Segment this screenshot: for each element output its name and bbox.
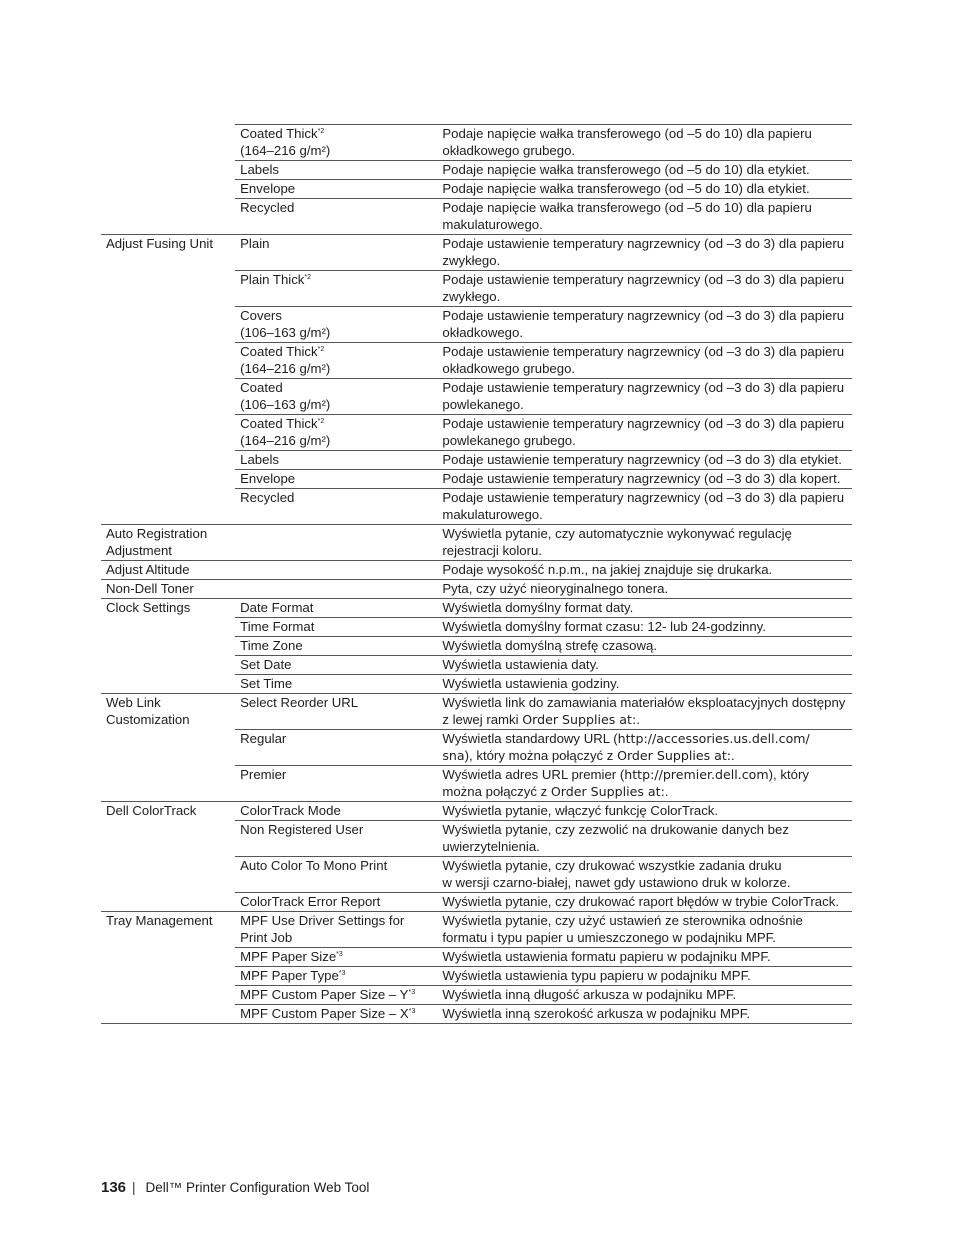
table-row (101, 766, 852, 802)
setting-cell (235, 675, 437, 694)
group-cell (101, 912, 235, 948)
table-row (101, 470, 852, 489)
table-row (101, 161, 852, 180)
footnote-marker: *3 (338, 970, 346, 977)
table-row (101, 343, 852, 379)
group-cell (101, 180, 235, 199)
group-label: Non-Dell Toner (106, 581, 194, 596)
table-row (101, 675, 852, 694)
description-text: Podaje ustawienie temperatury nagrzewnicy (od –3 do 3) dla papieru okładkowego grubego. (442, 344, 845, 376)
setting-weight-range: (164–216 g/m²) (240, 143, 331, 158)
group-cell (101, 893, 235, 912)
description-text: Wyświetla ustawienia godziny. (442, 676, 620, 691)
group-label: Adjust Altitude (106, 562, 190, 577)
setting-cell (235, 1005, 437, 1024)
table-row (101, 1005, 852, 1024)
table-row (101, 125, 852, 161)
setting-cell (235, 730, 437, 766)
description-text: Podaje ustawienie temperatury nagrzewnicy (od –3 do 3) dla etykiet. (442, 452, 842, 467)
setting-label: Regular (240, 731, 287, 746)
setting-label: MPF Custom Paper Size – Y (240, 987, 409, 1002)
description-cell (437, 161, 852, 180)
description-text: Podaje napięcie wałka transferowego (od –5 do 10) dla etykiet. (442, 162, 810, 177)
description-cell (437, 857, 852, 893)
setting-label: Time Zone (240, 638, 303, 653)
description-cell (437, 730, 852, 766)
description-cell (437, 451, 852, 470)
table-row (101, 599, 852, 618)
group-cell (101, 986, 235, 1005)
page-footer (101, 1179, 369, 1197)
setting-cell (235, 967, 437, 986)
group-cell (101, 451, 235, 470)
group-cell (101, 307, 235, 343)
group-label: Tray Management (106, 913, 213, 928)
setting-label: ColorTrack Mode (240, 803, 341, 818)
setting-cell (235, 857, 437, 893)
description-cell (437, 893, 852, 912)
description-text: ), który można połączyć z (464, 748, 618, 763)
setting-cell (235, 656, 437, 675)
setting-label: Coated Thick (240, 416, 318, 431)
group-cell (101, 271, 235, 307)
description-text: Wyświetla inną długość arkusza w podajniku MPF. (442, 987, 737, 1002)
group-cell (101, 618, 235, 637)
description-cell (437, 307, 852, 343)
group-cell (101, 766, 235, 802)
group-label: Adjust Fusing Unit (106, 236, 214, 251)
settings-table (101, 124, 852, 1024)
description-text: Podaje napięcie wałka transferowego (od –5 do 10) dla papieru okładkowego grubego. (442, 126, 812, 158)
setting-cell (235, 893, 437, 912)
footer-separator: | (132, 1180, 136, 1195)
description-cell (437, 489, 852, 525)
description-cell (437, 599, 852, 618)
setting-label: Set Time (240, 676, 293, 691)
setting-cell (235, 343, 437, 379)
group-cell (101, 343, 235, 379)
footnote-marker: *2 (304, 274, 312, 281)
table-row (101, 857, 852, 893)
description-cell (437, 1005, 852, 1024)
group-cell (101, 525, 235, 561)
group-cell (101, 730, 235, 766)
group-cell (101, 125, 235, 161)
setting-cell (235, 125, 437, 161)
description-emphasis: Order Supplies at: (522, 712, 637, 727)
description-cell (437, 821, 852, 857)
footnote-marker: *3 (408, 989, 416, 996)
description-text: Wyświetla domyślny format czasu: 12- lub 24-godzinny. (442, 619, 766, 634)
description-cell (437, 343, 852, 379)
description-cell (437, 637, 852, 656)
group-cell (101, 821, 235, 857)
group-cell (101, 379, 235, 415)
table-row (101, 199, 852, 235)
setting-label: Coated (240, 380, 283, 395)
description-cell (437, 694, 852, 730)
description-text: Wyświetla ustawienia typu papieru w podajniku MPF. (442, 968, 751, 983)
description-cell (437, 948, 852, 967)
description-text: Podaje ustawienie temperatury nagrzewnicy (od –3 do 3) dla kopert. (442, 471, 841, 486)
setting-cell (235, 561, 437, 580)
description-text: Wyświetla pytanie, czy automatycznie wykonywać regulację rejestracji koloru. (442, 526, 792, 558)
description-text: Wyświetla pytanie, czy zezwolić na drukowanie danych bez uwierzytelnienia. (442, 822, 789, 854)
description-emphasis: http://premier.dell.com (624, 767, 769, 782)
description-text: Wyświetla ustawienia formatu papieru w podajniku MPF. (442, 949, 771, 964)
table-row (101, 637, 852, 656)
setting-cell (235, 415, 437, 451)
group-cell (101, 675, 235, 694)
setting-cell (235, 235, 437, 271)
group-label: Clock Settings (106, 600, 191, 615)
table-row (101, 893, 852, 912)
group-cell (101, 857, 235, 893)
group-label: Auto Registration Adjustment (106, 526, 208, 558)
setting-weight-range: (164–216 g/m²) (240, 433, 331, 448)
setting-label: Labels (240, 162, 280, 177)
table-row (101, 694, 852, 730)
setting-cell (235, 599, 437, 618)
table-row (101, 561, 852, 580)
setting-label: Plain (240, 236, 270, 251)
description-text: Podaje wysokość n.p.m., na jakiej znajduje się drukarka. (442, 562, 773, 577)
description-text: Wyświetla standardowy URL ( (442, 731, 618, 746)
description-text: Wyświetla pytanie, czy drukować raport błędów w trybie ColorTrack. (442, 894, 839, 909)
description-text: . (636, 712, 640, 727)
group-cell (101, 637, 235, 656)
group-cell (101, 1005, 235, 1024)
setting-cell (235, 912, 437, 948)
description-text: . (664, 784, 669, 799)
setting-weight-range: (106–163 g/m²) (240, 325, 331, 340)
footnote-marker: *2 (317, 128, 325, 135)
setting-cell (235, 986, 437, 1005)
description-text: Podaje napięcie wałka transferowego (od –5 do 10) dla etykiet. (442, 181, 810, 196)
description-cell (437, 618, 852, 637)
setting-label: Auto Color To Mono Print (240, 858, 388, 873)
description-text: Podaje napięcie wałka transferowego (od –5 do 10) dla papieru makulaturowego. (442, 200, 812, 232)
description-text: Wyświetla domyślny format daty. (442, 600, 634, 615)
setting-cell (235, 470, 437, 489)
table-row (101, 379, 852, 415)
table-row (101, 912, 852, 948)
setting-label: Recycled (240, 200, 295, 215)
table-row (101, 489, 852, 525)
description-text: Podaje ustawienie temperatury nagrzewnicy (od –3 do 3) dla papieru okładkowego. (442, 308, 845, 340)
page-number: 136 (101, 1179, 127, 1196)
description-cell (437, 967, 852, 986)
description-emphasis: Order Supplies at: (617, 748, 732, 763)
setting-cell (235, 618, 437, 637)
description-cell (437, 675, 852, 694)
description-text: Wyświetla pytanie, włączyć funkcję ColorTrack. (442, 803, 719, 818)
description-text: Wyświetla domyślną strefę czasową. (442, 638, 657, 653)
description-text: Wyświetla adres URL premier ( (442, 767, 625, 782)
description-cell (437, 561, 852, 580)
table-row (101, 415, 852, 451)
setting-label: Envelope (240, 181, 296, 196)
setting-label: MPF Use Driver Settings for Print Job (240, 913, 405, 945)
description-text: Wyświetla inną szerokość arkusza w podajniku MPF. (442, 1006, 751, 1021)
setting-label: ColorTrack Error Report (240, 894, 381, 909)
setting-cell (235, 379, 437, 415)
description-cell (437, 470, 852, 489)
description-cell (437, 656, 852, 675)
setting-cell (235, 580, 437, 599)
table-row (101, 730, 852, 766)
setting-cell (235, 307, 437, 343)
table-row (101, 235, 852, 271)
setting-cell (235, 637, 437, 656)
group-cell (101, 199, 235, 235)
group-cell (101, 580, 235, 599)
setting-label: Plain Thick (240, 272, 305, 287)
setting-cell (235, 199, 437, 235)
description-text: Podaje ustawienie temperatury nagrzewnicy (od –3 do 3) dla papieru zwykłego. (442, 272, 845, 304)
setting-label: Labels (240, 452, 280, 467)
footer-title: Dell™ Printer Configuration Web Tool (145, 1180, 370, 1195)
footnote-marker: *3 (408, 1008, 416, 1015)
table-row (101, 967, 852, 986)
description-cell (437, 235, 852, 271)
setting-weight-range: (164–216 g/m²) (240, 361, 331, 376)
description-text: Wyświetla link do zamawiania materiałów eksploatacyjnych dostępny z lewej ramki (442, 695, 846, 727)
description-cell (437, 379, 852, 415)
setting-label: Non Registered User (240, 822, 364, 837)
setting-label: MPF Custom Paper Size – X (240, 1006, 409, 1021)
setting-label: Coated Thick (240, 344, 318, 359)
description-cell (437, 912, 852, 948)
description-emphasis: Order Supplies at: (550, 784, 665, 799)
table-row (101, 986, 852, 1005)
description-text: ), który można połączyć z (442, 767, 809, 799)
setting-cell (235, 802, 437, 821)
setting-label: Recycled (240, 490, 295, 505)
setting-cell (235, 821, 437, 857)
settings-table-body (101, 125, 852, 1024)
setting-label: Coated Thick (240, 126, 318, 141)
description-text: Wyświetla pytanie, czy użyć ustawień ze sterownika odnośnie formatu i typu papier u umieszczonego w podajniku MPF. (442, 913, 803, 945)
description-text: Wyświetla ustawienia daty. (442, 657, 599, 672)
group-cell (101, 161, 235, 180)
table-row (101, 656, 852, 675)
footnote-marker: *2 (317, 418, 325, 425)
description-cell (437, 125, 852, 161)
description-cell (437, 525, 852, 561)
setting-label: Select Reorder URL (240, 695, 359, 710)
group-label: Dell ColorTrack (106, 803, 197, 818)
setting-label: Set Date (240, 657, 292, 672)
setting-cell (235, 489, 437, 525)
group-cell (101, 656, 235, 675)
setting-cell (235, 766, 437, 802)
group-cell (101, 235, 235, 271)
group-cell (101, 948, 235, 967)
description-cell (437, 766, 852, 802)
setting-label: MPF Paper Size (240, 949, 337, 964)
footnote-marker: *2 (317, 346, 325, 353)
description-emphasis: http://accessories.us.dell.com/ sna (442, 731, 810, 763)
description-text: Wyświetla pytanie, czy drukować wszystkie zadania druku w wersji czarno-białej, nawet gdy ustawiono druk w kolorze. (442, 858, 791, 890)
description-text: . (731, 748, 735, 763)
footnote-marker: *3 (336, 951, 343, 958)
setting-cell (235, 694, 437, 730)
table-row (101, 821, 852, 857)
setting-cell (235, 271, 437, 307)
group-cell (101, 599, 235, 618)
description-text: Podaje ustawienie temperatury nagrzewnicy (od –3 do 3) dla papieru powlekanego. (442, 380, 845, 412)
table-row (101, 180, 852, 199)
table-row (101, 451, 852, 470)
table-row (101, 580, 852, 599)
description-text: Podaje ustawienie temperatury nagrzewnicy (od –3 do 3) dla papieru zwykłego. (442, 236, 845, 268)
group-cell (101, 561, 235, 580)
setting-label: Premier (240, 767, 287, 782)
setting-cell (235, 451, 437, 470)
setting-cell (235, 180, 437, 199)
group-cell (101, 489, 235, 525)
setting-cell (235, 525, 437, 561)
setting-label: Time Format (240, 619, 315, 634)
setting-label: MPF Paper Type (240, 968, 339, 983)
description-cell (437, 580, 852, 599)
group-cell (101, 802, 235, 821)
table-row (101, 802, 852, 821)
setting-label: Covers (240, 308, 282, 323)
setting-weight-range: (106–163 g/m²) (240, 397, 331, 412)
group-cell (101, 415, 235, 451)
table-row (101, 948, 852, 967)
description-text: Podaje ustawienie temperatury nagrzewnicy (od –3 do 3) dla papieru powlekanego grubego. (442, 416, 845, 448)
table-row (101, 618, 852, 637)
group-cell (101, 470, 235, 489)
description-cell (437, 986, 852, 1005)
description-text: Pyta, czy użyć nieoryginalnego tonera. (442, 581, 669, 596)
description-cell (437, 802, 852, 821)
description-cell (437, 271, 852, 307)
group-cell (101, 967, 235, 986)
group-label: Web Link Customization (106, 695, 190, 727)
table-row (101, 271, 852, 307)
description-cell (437, 415, 852, 451)
table-row (101, 525, 852, 561)
setting-cell (235, 161, 437, 180)
setting-label: Date Format (240, 600, 314, 615)
table-row (101, 307, 852, 343)
setting-cell (235, 948, 437, 967)
description-cell (437, 199, 852, 235)
description-text: Podaje ustawienie temperatury nagrzewnicy (od –3 do 3) dla papieru makulaturowego. (442, 490, 845, 522)
group-cell (101, 694, 235, 730)
description-cell (437, 180, 852, 199)
setting-label: Envelope (240, 471, 296, 486)
